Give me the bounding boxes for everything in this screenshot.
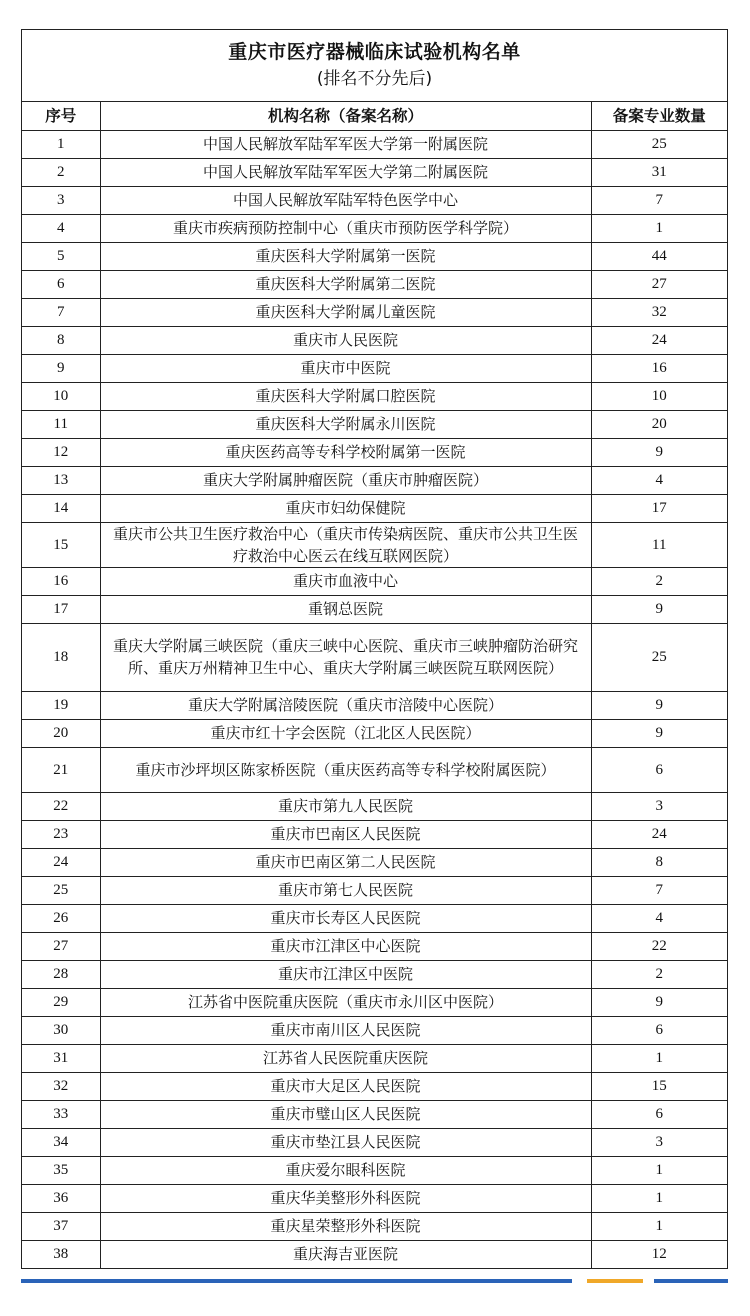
cell-no: 29 xyxy=(22,988,100,1016)
cell-no: 18 xyxy=(22,623,100,691)
cell-no: 19 xyxy=(22,691,100,719)
cell-no: 5 xyxy=(22,242,100,270)
cell-specialty-count: 9 xyxy=(591,988,727,1016)
column-header-count: 备案专业数量 xyxy=(591,102,727,130)
cell-no: 17 xyxy=(22,595,100,623)
cell-institution-name: 重庆医科大学附属永川医院 xyxy=(100,410,591,438)
cell-institution-name: 重庆华美整形外科医院 xyxy=(100,1184,591,1212)
table-row xyxy=(22,719,727,747)
cell-specialty-count: 11 xyxy=(591,522,727,567)
table-row xyxy=(22,186,727,214)
cell-institution-name: 中国人民解放军陆军军医大学第二附属医院 xyxy=(100,158,591,186)
cell-no: 32 xyxy=(22,1072,100,1100)
cell-institution-name: 重庆海吉亚医院 xyxy=(100,1240,591,1268)
cell-specialty-count: 1 xyxy=(591,1156,727,1184)
table-row xyxy=(22,567,727,595)
cell-no: 12 xyxy=(22,438,100,466)
table-row xyxy=(22,1212,727,1240)
cell-specialty-count: 25 xyxy=(591,623,727,691)
cell-specialty-count: 9 xyxy=(591,595,727,623)
cell-specialty-count: 7 xyxy=(591,186,727,214)
cell-institution-name: 重庆市长寿区人民医院 xyxy=(100,904,591,932)
cell-no: 38 xyxy=(22,1240,100,1268)
cell-no: 34 xyxy=(22,1128,100,1156)
document-title: 重庆市医疗器械临床试验机构名单 xyxy=(228,41,521,63)
table-row xyxy=(22,820,727,848)
cell-institution-name: 重庆市中医院 xyxy=(100,354,591,382)
cell-no: 33 xyxy=(22,1100,100,1128)
cell-specialty-count: 6 xyxy=(591,747,727,792)
cell-specialty-count: 9 xyxy=(591,719,727,747)
table-row xyxy=(22,1128,727,1156)
table-row xyxy=(22,438,727,466)
cell-no: 27 xyxy=(22,932,100,960)
cell-specialty-count: 24 xyxy=(591,326,727,354)
table-row xyxy=(22,623,727,691)
table-row xyxy=(22,988,727,1016)
cell-specialty-count: 24 xyxy=(591,820,727,848)
cell-specialty-count: 9 xyxy=(591,691,727,719)
cell-no: 11 xyxy=(22,410,100,438)
column-header-name: 机构名称（备案名称） xyxy=(100,102,591,130)
cell-specialty-count: 2 xyxy=(591,960,727,988)
table-row xyxy=(22,242,727,270)
cell-specialty-count: 8 xyxy=(591,848,727,876)
cell-specialty-count: 6 xyxy=(591,1100,727,1128)
cell-institution-name: 重庆爱尔眼科医院 xyxy=(100,1156,591,1184)
table-row xyxy=(22,1072,727,1100)
cell-institution-name: 重庆医药高等专科学校附属第一医院 xyxy=(100,438,591,466)
footer-bar-orange xyxy=(587,1279,643,1283)
cell-specialty-count: 17 xyxy=(591,494,727,522)
cell-no: 2 xyxy=(22,158,100,186)
cell-specialty-count: 12 xyxy=(591,1240,727,1268)
cell-institution-name: 重庆大学附属肿瘤医院（重庆市肿瘤医院） xyxy=(100,466,591,494)
table-row xyxy=(22,1100,727,1128)
cell-institution-name: 重庆市沙坪坝区陈家桥医院（重庆医药高等专科学校附属医院） xyxy=(100,747,591,792)
cell-no: 25 xyxy=(22,876,100,904)
table-row xyxy=(22,354,727,382)
cell-specialty-count: 1 xyxy=(591,1044,727,1072)
cell-no: 6 xyxy=(22,270,100,298)
table-row xyxy=(22,298,727,326)
cell-institution-name: 重庆市江津区中医院 xyxy=(100,960,591,988)
table-header-row xyxy=(22,102,727,130)
cell-institution-name: 重庆大学附属涪陵医院（重庆市涪陵中心医院） xyxy=(100,691,591,719)
cell-specialty-count: 25 xyxy=(591,130,727,158)
table-body xyxy=(22,130,727,1268)
table-row xyxy=(22,1016,727,1044)
table-row xyxy=(22,876,727,904)
cell-specialty-count: 6 xyxy=(591,1016,727,1044)
cell-institution-name: 重庆市大足区人民医院 xyxy=(100,1072,591,1100)
cell-no: 20 xyxy=(22,719,100,747)
document-subtitle: (排名不分先后) xyxy=(316,69,433,89)
cell-specialty-count: 44 xyxy=(591,242,727,270)
cell-no: 24 xyxy=(22,848,100,876)
cell-institution-name: 重庆医科大学附属口腔医院 xyxy=(100,382,591,410)
footer-bar-blue-left xyxy=(21,1279,572,1283)
cell-no: 10 xyxy=(22,382,100,410)
cell-institution-name: 中国人民解放军陆军特色医学中心 xyxy=(100,186,591,214)
cell-institution-name: 重庆市人民医院 xyxy=(100,326,591,354)
cell-specialty-count: 4 xyxy=(591,466,727,494)
cell-no: 14 xyxy=(22,494,100,522)
table-row xyxy=(22,158,727,186)
table-row xyxy=(22,848,727,876)
cell-no: 1 xyxy=(22,130,100,158)
cell-specialty-count: 4 xyxy=(591,904,727,932)
cell-specialty-count: 27 xyxy=(591,270,727,298)
cell-institution-name: 重庆市第七人民医院 xyxy=(100,876,591,904)
cell-specialty-count: 9 xyxy=(591,438,727,466)
cell-no: 28 xyxy=(22,960,100,988)
cell-no: 16 xyxy=(22,567,100,595)
cell-no: 3 xyxy=(22,186,100,214)
cell-specialty-count: 10 xyxy=(591,382,727,410)
cell-no: 37 xyxy=(22,1212,100,1240)
cell-no: 23 xyxy=(22,820,100,848)
cell-no: 31 xyxy=(22,1044,100,1072)
cell-institution-name: 重庆市南川区人民医院 xyxy=(100,1016,591,1044)
table-row xyxy=(22,1240,727,1268)
cell-no: 35 xyxy=(22,1156,100,1184)
table-row xyxy=(22,522,727,567)
cell-specialty-count: 1 xyxy=(591,1184,727,1212)
cell-no: 15 xyxy=(22,522,100,567)
cell-specialty-count: 3 xyxy=(591,792,727,820)
cell-specialty-count: 20 xyxy=(591,410,727,438)
cell-institution-name: 重庆大学附属三峡医院（重庆三峡中心医院、重庆市三峡肿瘤防治研究所、重庆万州精神卫生中心、重庆大学附属三峡医院互联网医院） xyxy=(100,623,591,691)
cell-specialty-count: 7 xyxy=(591,876,727,904)
table-row xyxy=(22,1184,727,1212)
cell-institution-name: 重庆市垫江县人民医院 xyxy=(100,1128,591,1156)
table-row xyxy=(22,595,727,623)
cell-no: 30 xyxy=(22,1016,100,1044)
cell-no: 26 xyxy=(22,904,100,932)
cell-specialty-count: 16 xyxy=(591,354,727,382)
table-row xyxy=(22,747,727,792)
institution-table xyxy=(22,102,727,1268)
table-row xyxy=(22,130,727,158)
cell-no: 4 xyxy=(22,214,100,242)
cell-specialty-count: 2 xyxy=(591,567,727,595)
cell-institution-name: 重庆市璧山区人民医院 xyxy=(100,1100,591,1128)
cell-institution-name: 重庆医科大学附属第二医院 xyxy=(100,270,591,298)
cell-institution-name: 重庆星荣整形外科医院 xyxy=(100,1212,591,1240)
cell-institution-name: 重庆市第九人民医院 xyxy=(100,792,591,820)
cell-institution-name: 重庆医科大学附属第一医院 xyxy=(100,242,591,270)
cell-no: 13 xyxy=(22,466,100,494)
cell-institution-name: 重庆市公共卫生医疗救治中心（重庆市传染病医院、重庆市公共卫生医疗救治中心医云在线互联网医院） xyxy=(100,522,591,567)
cell-specialty-count: 1 xyxy=(591,1212,727,1240)
cell-no: 21 xyxy=(22,747,100,792)
column-header-no: 序号 xyxy=(22,102,100,130)
cell-no: 7 xyxy=(22,298,100,326)
table-row xyxy=(22,904,727,932)
table-row xyxy=(22,691,727,719)
cell-specialty-count: 32 xyxy=(591,298,727,326)
table-row xyxy=(22,792,727,820)
table-row xyxy=(22,1156,727,1184)
cell-specialty-count: 3 xyxy=(591,1128,727,1156)
cell-institution-name: 重庆市妇幼保健院 xyxy=(100,494,591,522)
cell-institution-name: 江苏省中医院重庆医院（重庆市永川区中医院） xyxy=(100,988,591,1016)
cell-no: 22 xyxy=(22,792,100,820)
footer-bar-blue-right xyxy=(654,1279,728,1283)
table-row xyxy=(22,270,727,298)
table-row xyxy=(22,494,727,522)
table-row xyxy=(22,1044,727,1072)
cell-specialty-count: 31 xyxy=(591,158,727,186)
table-row xyxy=(22,466,727,494)
cell-institution-name: 江苏省人民医院重庆医院 xyxy=(100,1044,591,1072)
table-row xyxy=(22,960,727,988)
cell-specialty-count: 15 xyxy=(591,1072,727,1100)
cell-institution-name: 中国人民解放军陆军军医大学第一附属医院 xyxy=(100,130,591,158)
title-block xyxy=(22,30,727,102)
institution-list-table-frame xyxy=(21,29,728,1269)
cell-specialty-count: 1 xyxy=(591,214,727,242)
cell-institution-name: 重庆市疾病预防控制中心（重庆市预防医学科学院） xyxy=(100,214,591,242)
cell-specialty-count: 22 xyxy=(591,932,727,960)
cell-institution-name: 重庆市血液中心 xyxy=(100,567,591,595)
cell-institution-name: 重钢总医院 xyxy=(100,595,591,623)
cell-no: 36 xyxy=(22,1184,100,1212)
cell-institution-name: 重庆医科大学附属儿童医院 xyxy=(100,298,591,326)
cell-institution-name: 重庆市红十字会医院（江北区人民医院） xyxy=(100,719,591,747)
cell-institution-name: 重庆市江津区中心医院 xyxy=(100,932,591,960)
table-row xyxy=(22,410,727,438)
cell-no: 9 xyxy=(22,354,100,382)
table-row xyxy=(22,382,727,410)
table-row xyxy=(22,214,727,242)
cell-institution-name: 重庆市巴南区人民医院 xyxy=(100,820,591,848)
table-row xyxy=(22,932,727,960)
cell-institution-name: 重庆市巴南区第二人民医院 xyxy=(100,848,591,876)
table-row xyxy=(22,326,727,354)
cell-no: 8 xyxy=(22,326,100,354)
